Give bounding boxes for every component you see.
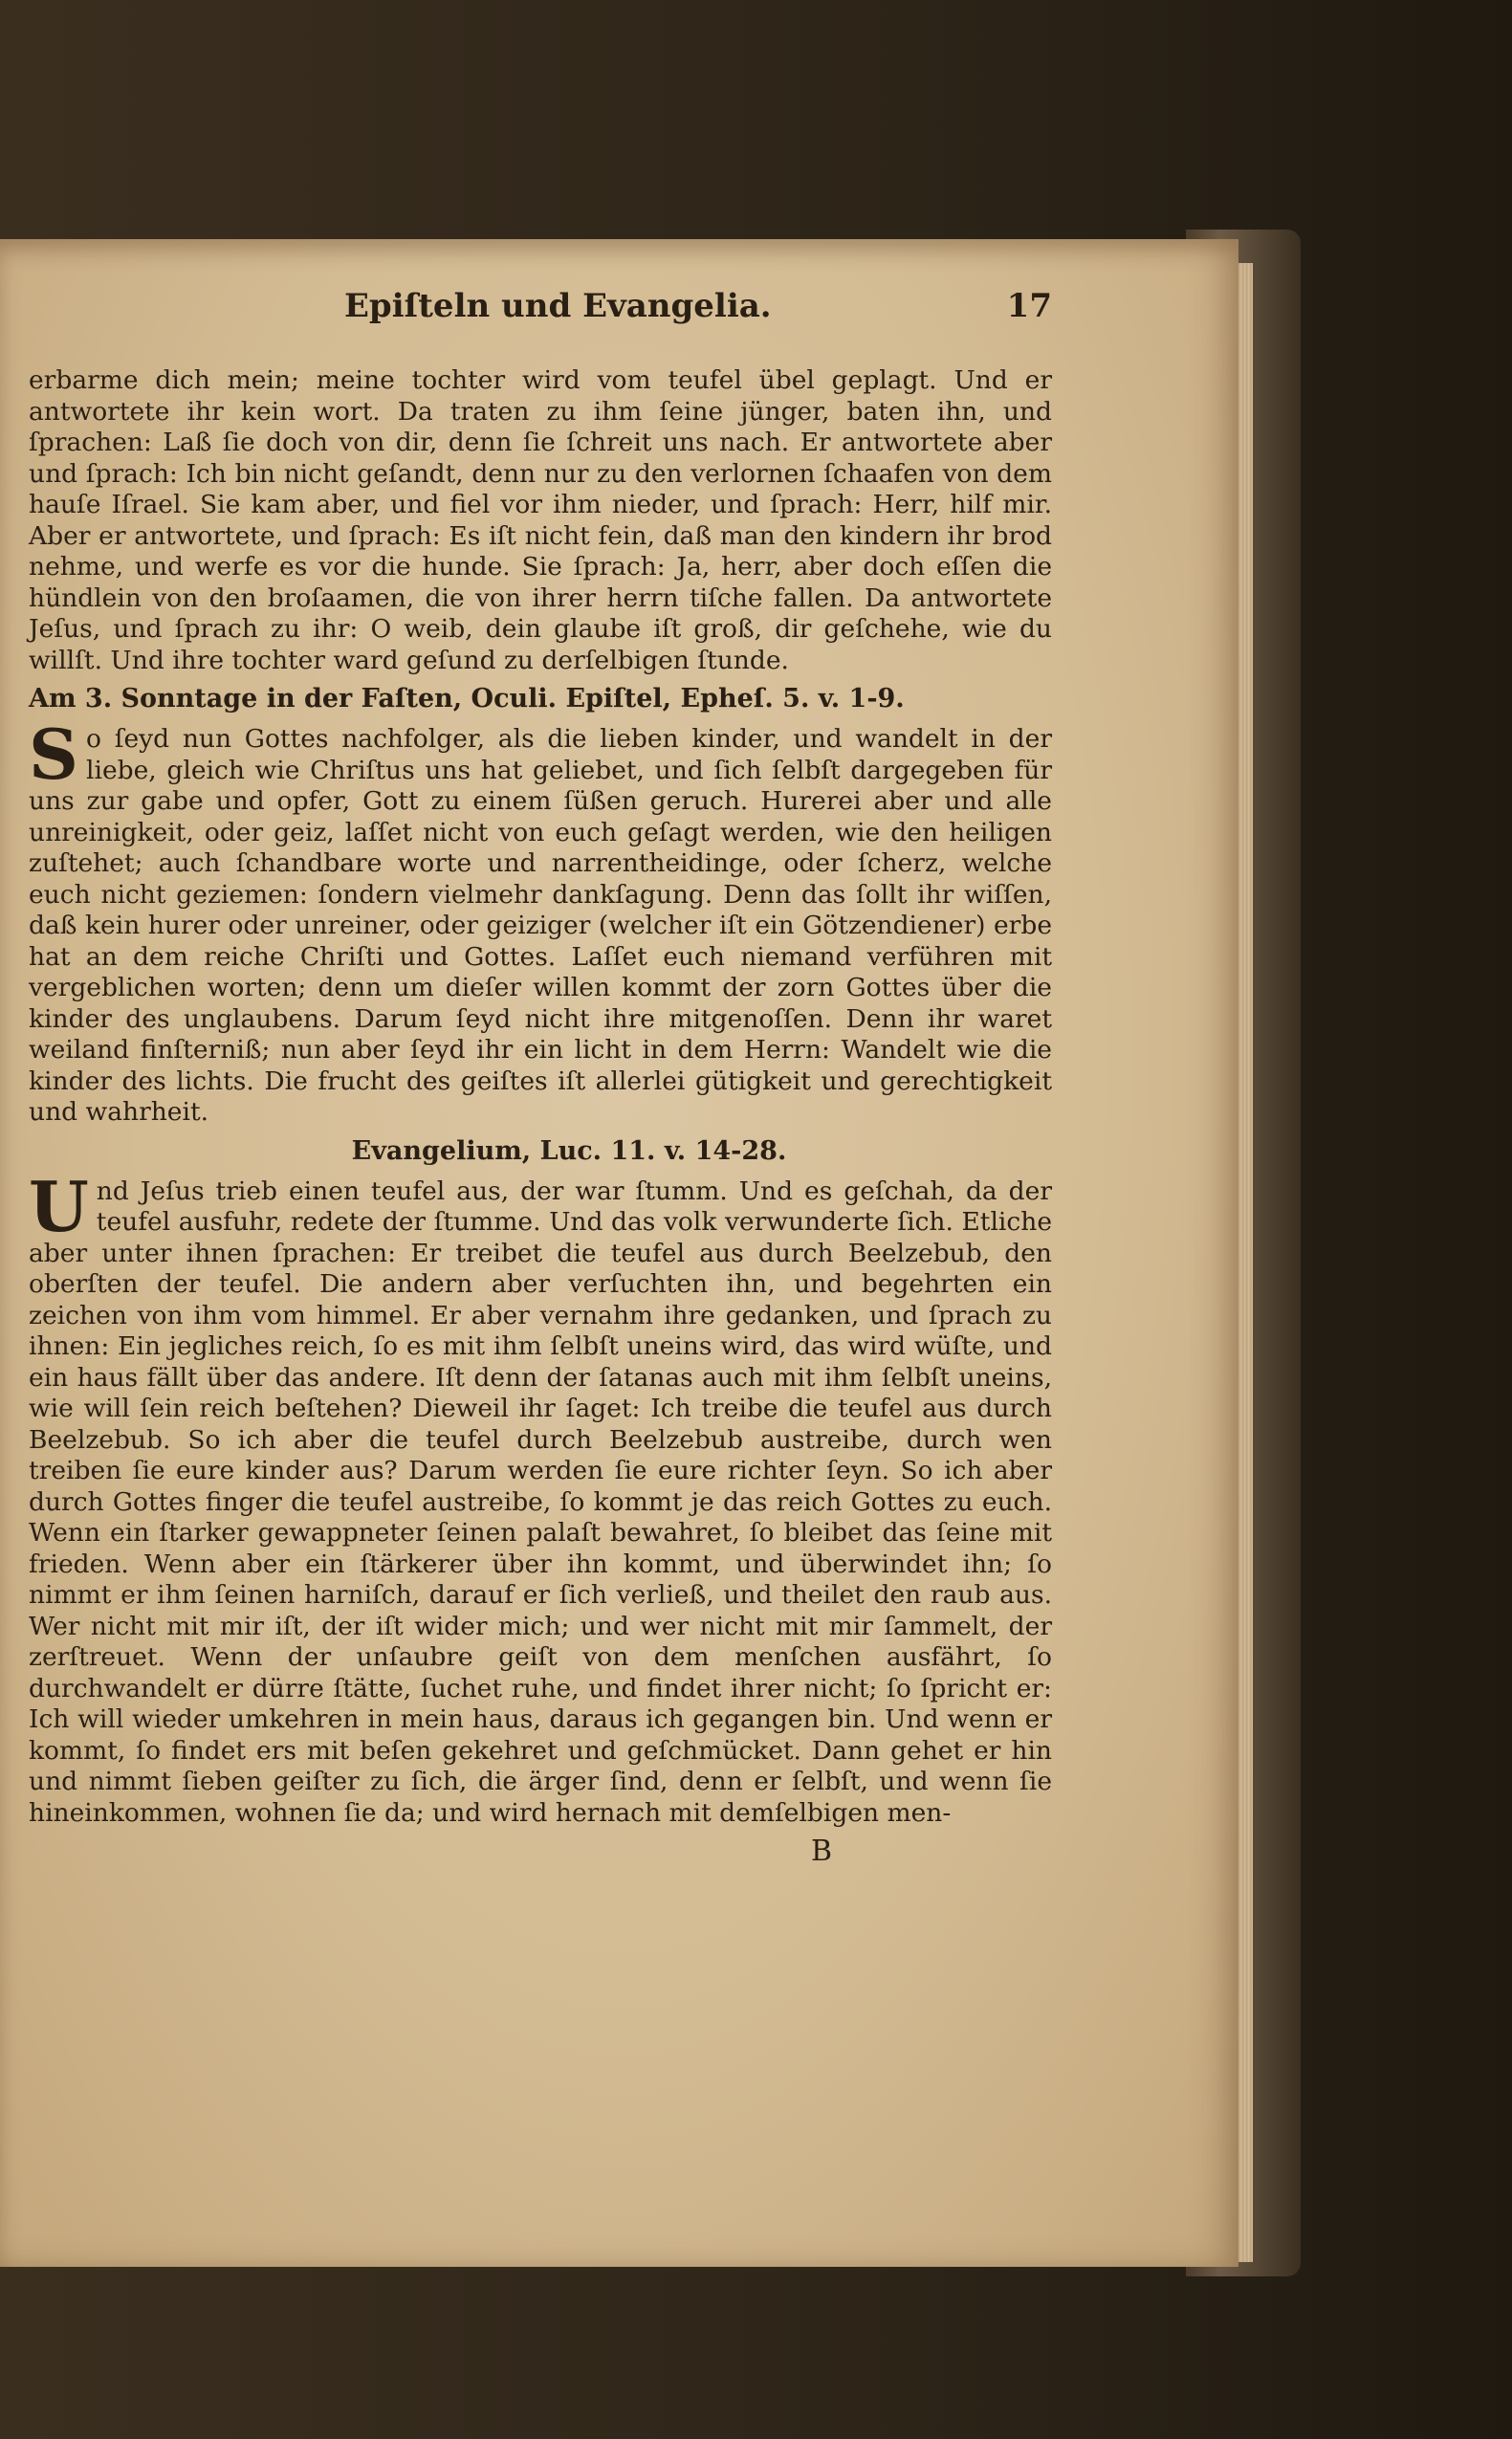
catchword: B [810,1835,832,1868]
paragraph-gospel-text: nd Jeſus trieb einen teufel aus, der war ſtumm. Und es geſchah, da der teufel ausfuhr, redete der ſtumme. Und das volk verwunderte ſich. Etliche aber unter ihnen ſprachen: Er treibet die teufel aus durch Beelzebub, den oberſten der teufel. Die andern aber verſuchten ihn, und begehrten ein zeichen von ihm vom himmel. Er aber vernahm ihre gedanken, und ſprach zu ihnen: Ein jegliches reich, ſo es mit ihm ſelbſt uneins wird, das wird wüſte, und ein haus fällt über das andere. Iſt denn der ſatanas auch mit ihm ſelbſt uneins, wie will ſein reich beſtehen? Dieweil ihr ſaget: Ich treibe die teufel aus durch Beelzebub. So ich aber die teufel durch Beelzebub austreibe, durch wen treiben ſie eure kinder aus? Darum werden ſie eure richter ſeyn. So ich aber durch Gottes finger die teufel austreibe, ſo kommt je das reich Gottes zu euch. Wenn ein ſtarker gewappneter ſeinen palaſt bewahret, ſo bleibet das ſeine mit frieden. Wenn aber ein ſtärkerer über ihn kommt, und überwindet ihn; ſo nimmt er ihm ſeinen harniſch, darauf er ſich verließ, und theilet den raub aus. Wer nicht mit mir iſt, der iſt wider mich; und wer nicht mit mir ſammelt, der zerſtreuet. Wenn der unſaubre geiſt von dem menſchen ausfährt, ſo durchwandelt er dürre ſtätte, ſuchet ruhe, und findet ihrer nicht; ſo ſpricht er: Ich will wieder umkehren in mein haus, daraus ich gegangen bin. Und wenn er kommt, ſo findet ers mit beſen gekehret und geſchmücket. Dann gehet er hin und nimmt ſieben geiſter zu ſich, die ärger ſind, denn er ſelbſt, und wenn ſie hineinkommen, wohnen ſie da; und wird hernach mit demſelbigen men- [29,1176,1052,1828]
running-title: Epiſteln und Evangelia. [344,287,772,325]
running-header [29,287,1052,333]
paragraph-continuation: erbarme dich mein; meine tochter wird vom teufel übel geplagt. Und er antwortete ihr kein wort. Da traten zu ihm ſeine jünger, baten ihn, und ſprachen: Laß ſie doch von dir, denn ſie ſchreit uns nach. Er antwortete aber und ſprach: Ich bin nicht geſandt, denn nur zu den verlornen ſchaafen von dem hauſe Iſrael. Sie kam aber, und fiel vor ihm nieder, und ſprach: Herr, hilf mir. Aber er antwortete, und ſprach: Es iſt nicht fein, daß man den kindern ihr brod nehme, und werfe es vor die hunde. Sie ſprach: Ja, herr, aber doch eſſen die hündlein von den broſaamen, die von ihrer herrn tiſche fallen. Da antwortete Jeſus, und ſprach zu ihr: O weib, dein glaube iſt groß, dir geſchehe, wie du willſt. Und ihre tochter ward geſund zu derſelbigen ſtunde. [29,365,1052,675]
paragraph-epistle [29,714,1052,1129]
drop-cap: S [29,714,78,795]
section-heading-gospel: Evangelium, Luc. 11. v. 14-28. [351,1135,787,1166]
paragraph-gospel [29,1165,1052,1830]
section-heading-epistle: Am 3. Sonntage in der Faſten, Oculi. Epiſtel, Epheſ. 5. v. 1-9. [29,684,905,714]
paragraph-epistle-text: o ſeyd nun Gottes nachfolger, als die lieben kinder, und wandelt in der liebe, gleich wie Chriſtus uns hat geliebet, und ſich ſelbſt dargegeben für uns zur gabe und opfer, Gott zu einem ſüßen geruch. Hurerei aber und alle unreinigkeit, oder geiz, laſſet nicht von euch geſagt werden, wie den heiligen zuſtehet; auch ſchandbare worte und narrentheidinge, oder ſcherz, welche euch nicht geziemen: ſondern vielmehr dankſagung. Denn das ſollt ihr wiſſen, daß kein hurer oder unreiner, oder geiziger (welcher iſt ein Götzendiener) erbe hat an dem reiche Chriſti und Gottes. Laſſet euch niemand verführen mit vergeblichen worten; denn um dieſer willen kommt der zorn Gottes über die kinder des unglaubens. Darum ſeyd nicht ihre mitgenoſſen. Denn ihr waret weiland finſterniß; nun aber ſeyd ihr ein licht in dem Herrn: Wandelt wie die kinder des lichts. Die frucht des geiſtes iſt allerlei gütigkeit und gerechtigkeit und wahrheit. [29,724,1052,1127]
drop-cap: U [29,1165,89,1247]
page-number: 17 [1006,287,1052,325]
text-block [29,287,1052,1868]
